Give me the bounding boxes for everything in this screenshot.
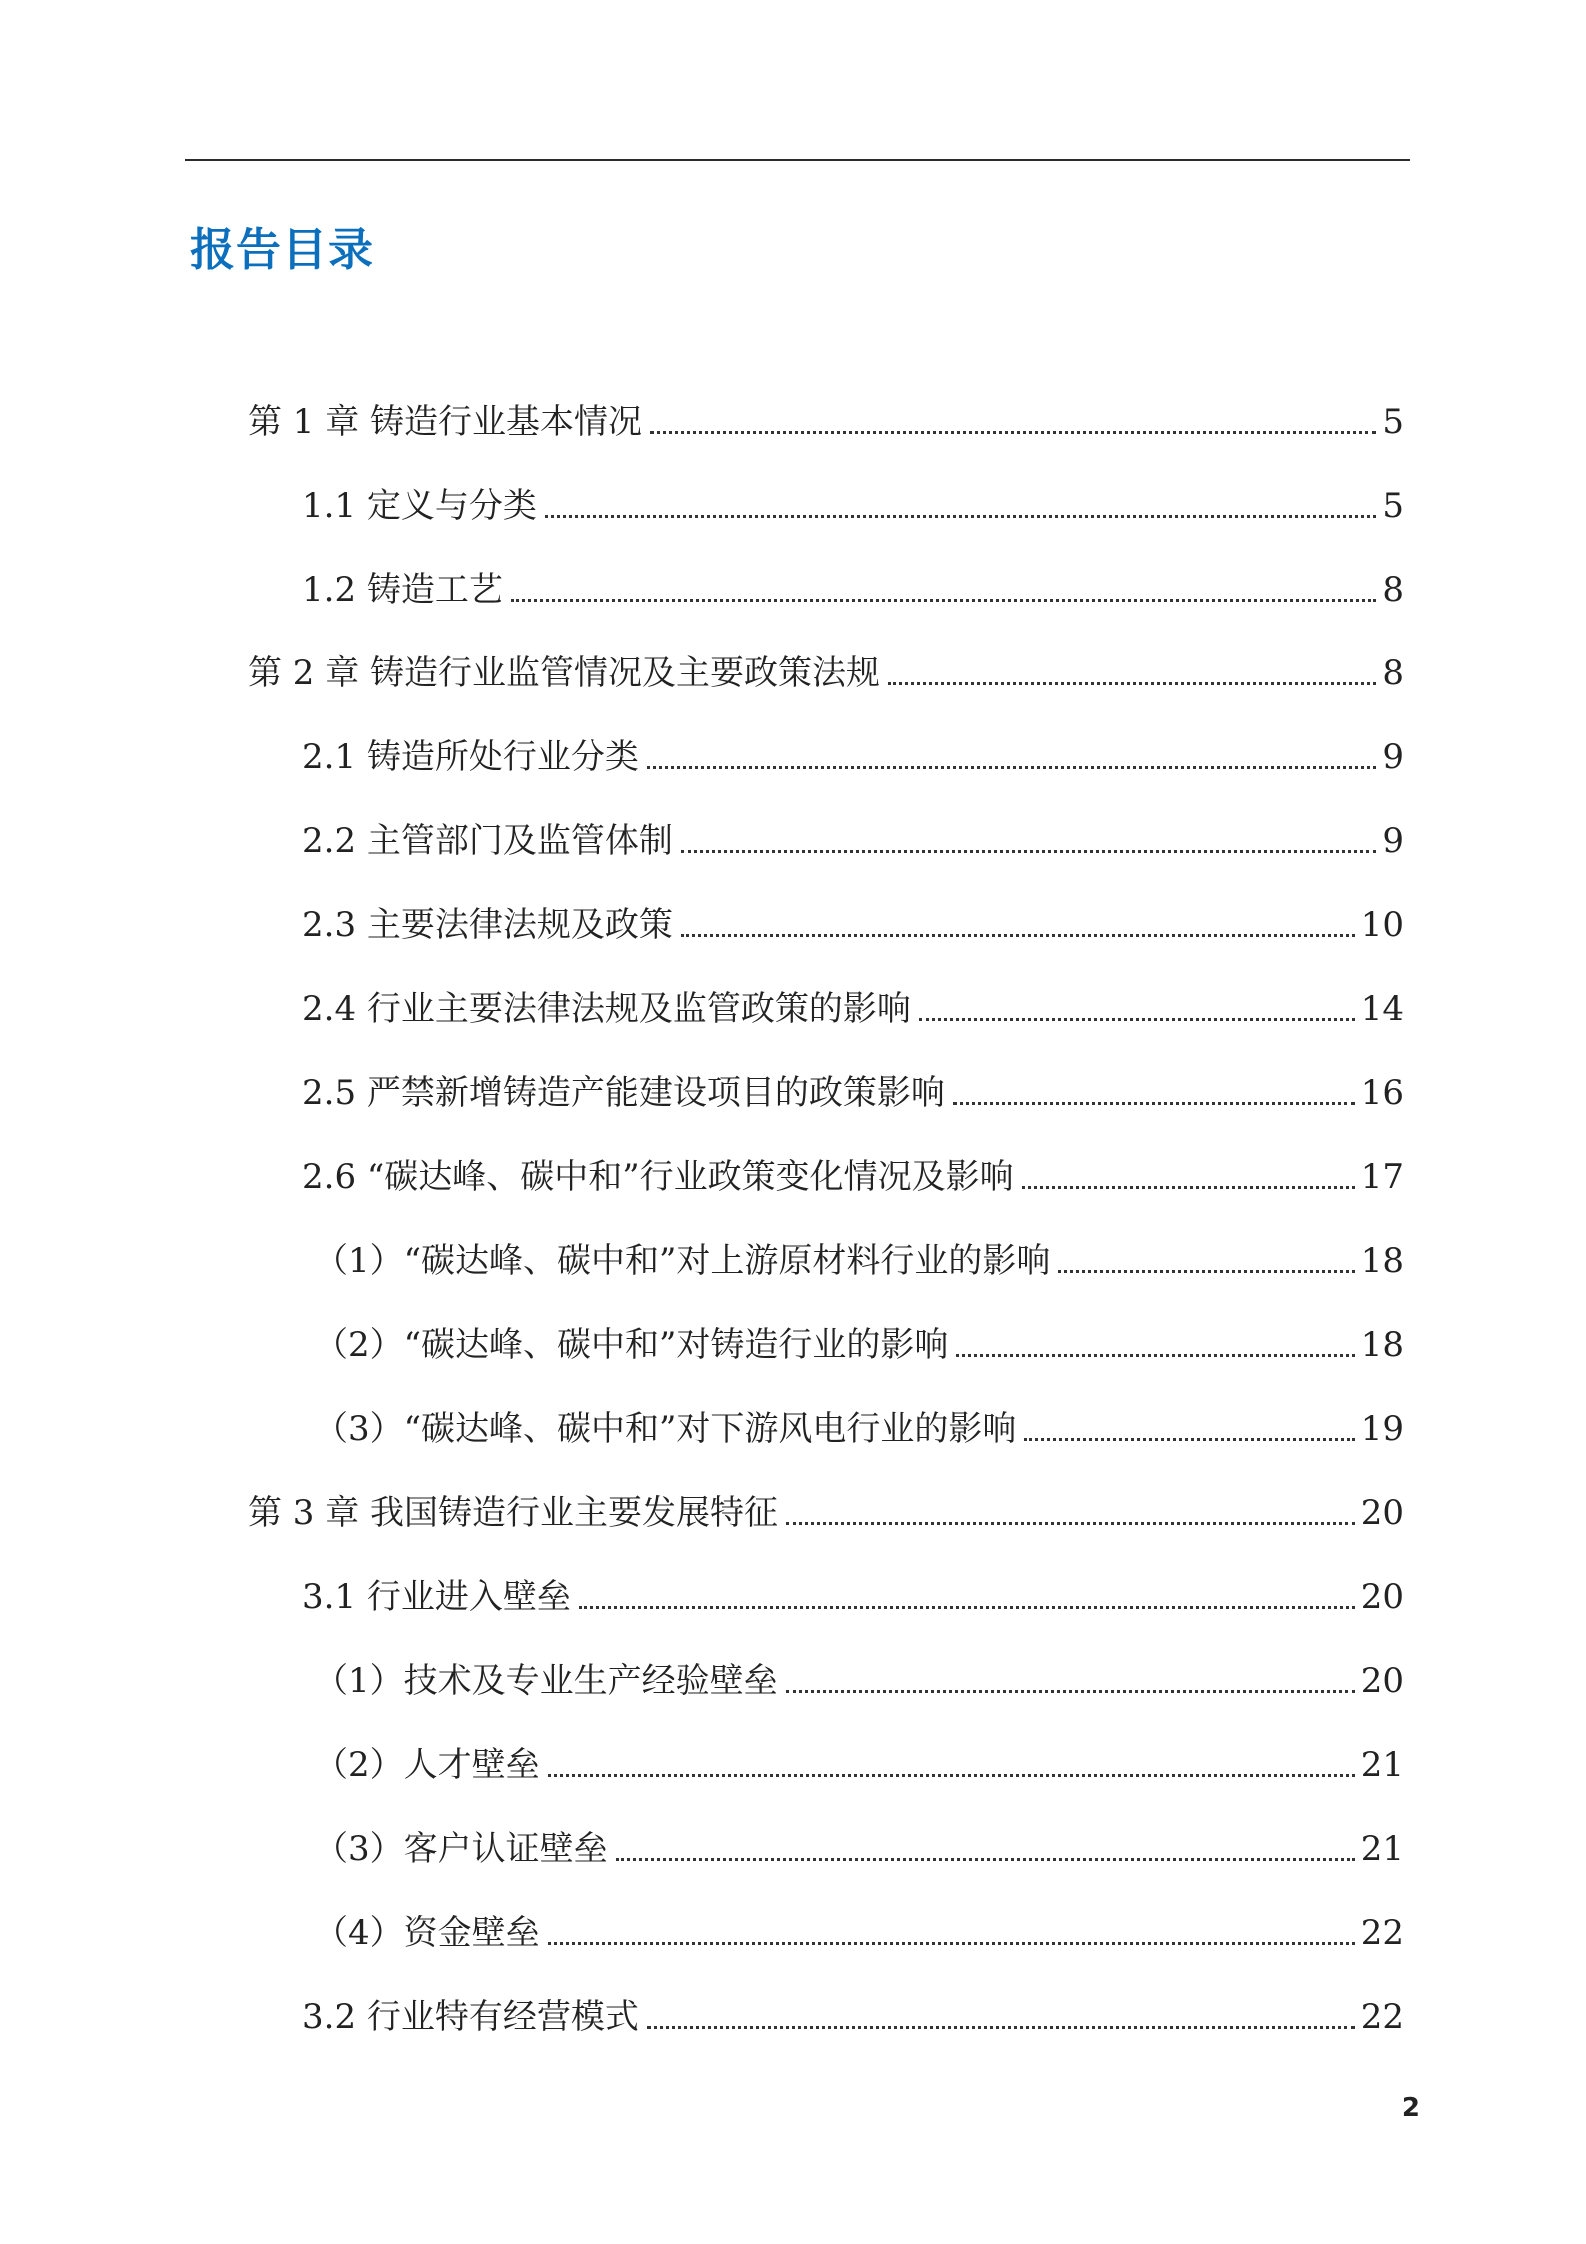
toc-entry-3-1[interactable]	[302, 1573, 1404, 1621]
toc-entry-page: 21	[1360, 1745, 1404, 1785]
toc-entry-page: 5	[1382, 402, 1404, 442]
toc-entry-page: 8	[1382, 570, 1404, 610]
toc-entry-page: 5	[1382, 486, 1404, 526]
dot-leader	[681, 850, 1376, 853]
dot-leader	[647, 2026, 1355, 2029]
toc-entry-page: 21	[1360, 1829, 1404, 1869]
dot-leader	[647, 766, 1376, 769]
toc-entry-label: 2.5 严禁新增铸造产能建设项目的政策影响	[302, 1073, 945, 1113]
toc-entry-label: （4）资金壁垒	[314, 1913, 540, 1953]
toc-entry-page: 9	[1382, 821, 1404, 861]
toc-entry-page: 20	[1360, 1661, 1404, 1701]
toc-entry-page: 18	[1360, 1325, 1404, 1365]
toc-entry-2-6[interactable]	[302, 1153, 1404, 1201]
dot-leader	[681, 934, 1355, 937]
dot-leader	[548, 1774, 1355, 1777]
dot-leader	[545, 515, 1376, 518]
toc-entry-label: 2.3 主要法律法规及政策	[302, 905, 673, 945]
toc-entry-label: （2）人才壁垒	[314, 1745, 540, 1785]
toc-entry-label: 第 1 章 铸造行业基本情况	[248, 402, 643, 442]
toc-entry-label: 2.6 “碳达峰、碳中和”行业政策变化情况及影响	[302, 1157, 1014, 1197]
toc-entry-2-6-3[interactable]	[314, 1405, 1404, 1453]
toc-entry-label: （1）技术及专业生产经验壁垒	[314, 1661, 778, 1701]
toc-entry-3-1-1[interactable]	[314, 1657, 1404, 1705]
dot-leader	[650, 431, 1376, 434]
toc-entry-2-1[interactable]	[302, 733, 1404, 781]
toc-entry-2-2[interactable]	[302, 817, 1404, 865]
dot-leader	[786, 1522, 1355, 1525]
toc-entry-label: 2.2 主管部门及监管体制	[302, 821, 673, 861]
dot-leader	[548, 1942, 1355, 1945]
toc-entry-label: （1）“碳达峰、碳中和”对上游原材料行业的影响	[314, 1241, 1051, 1281]
dot-leader	[511, 599, 1376, 602]
toc-entry-label: 第 3 章 我国铸造行业主要发展特征	[248, 1493, 779, 1533]
toc-entry-3-2[interactable]	[302, 1993, 1404, 2041]
toc-entry-1-2[interactable]	[302, 566, 1404, 614]
page-title: 报告目录	[190, 223, 375, 276]
toc-entry-2-6-2[interactable]	[314, 1321, 1404, 1369]
toc-entry-1-1[interactable]	[302, 482, 1404, 530]
dot-leader	[616, 1858, 1355, 1861]
toc-entry-page: 20	[1360, 1577, 1404, 1617]
dot-leader	[956, 1354, 1354, 1357]
toc-entry-2-5[interactable]	[302, 1069, 1404, 1117]
toc-entry-label: 1.2 铸造工艺	[302, 570, 503, 610]
toc-entry-label: 第 2 章 铸造行业监管情况及主要政策法规	[248, 653, 881, 693]
dot-leader	[1022, 1186, 1355, 1189]
toc-entry-page: 22	[1360, 1997, 1404, 2037]
toc-entry-3-1-2[interactable]	[314, 1741, 1404, 1789]
toc-entry-label: （3）客户认证壁垒	[314, 1829, 608, 1869]
page-number: 2	[1401, 2093, 1420, 2123]
dot-leader	[1024, 1438, 1354, 1441]
dot-leader	[919, 1018, 1355, 1021]
toc-entry-page: 20	[1360, 1493, 1404, 1533]
toc-entry-label: 2.1 铸造所处行业分类	[302, 737, 639, 777]
toc-entry-2-6-1[interactable]	[314, 1237, 1404, 1285]
toc-entry-page: 16	[1360, 1073, 1404, 1113]
toc-entry-label: 1.1 定义与分类	[302, 486, 537, 526]
toc-entry-label: 3.1 行业进入壁垒	[302, 1577, 571, 1617]
toc-entry-page: 10	[1360, 905, 1404, 945]
toc-entry-page: 19	[1360, 1409, 1404, 1449]
toc-entry-page: 18	[1360, 1241, 1404, 1281]
toc-entry-3-1-4[interactable]	[314, 1909, 1404, 1957]
toc-entry-page: 17	[1360, 1157, 1404, 1197]
toc-entry-label: （3）“碳达峰、碳中和”对下游风电行业的影响	[314, 1409, 1017, 1449]
toc-entry-label: 2.4 行业主要法律法规及监管政策的影响	[302, 989, 911, 1029]
toc-entry-page: 9	[1382, 737, 1404, 777]
toc-entry-page: 14	[1360, 989, 1404, 1029]
toc-entry-label: 3.2 行业特有经营模式	[302, 1997, 639, 2037]
toc-entry-chapter-3[interactable]	[248, 1489, 1404, 1537]
dot-leader	[579, 1606, 1355, 1609]
toc-entry-page: 22	[1360, 1913, 1404, 1953]
toc-entry-label: （2）“碳达峰、碳中和”对铸造行业的影响	[314, 1325, 949, 1365]
toc-entry-2-4[interactable]	[302, 985, 1404, 1033]
dot-leader	[888, 682, 1376, 685]
dot-leader	[953, 1102, 1355, 1105]
dot-leader	[786, 1690, 1355, 1693]
toc-entry-chapter-1[interactable]	[248, 398, 1404, 446]
toc-entry-3-1-3[interactable]	[314, 1825, 1404, 1873]
dot-leader	[1058, 1270, 1354, 1273]
toc-entry-page: 8	[1382, 653, 1404, 693]
toc-entry-chapter-2[interactable]	[248, 649, 1404, 697]
toc-entry-2-3[interactable]	[302, 901, 1404, 949]
